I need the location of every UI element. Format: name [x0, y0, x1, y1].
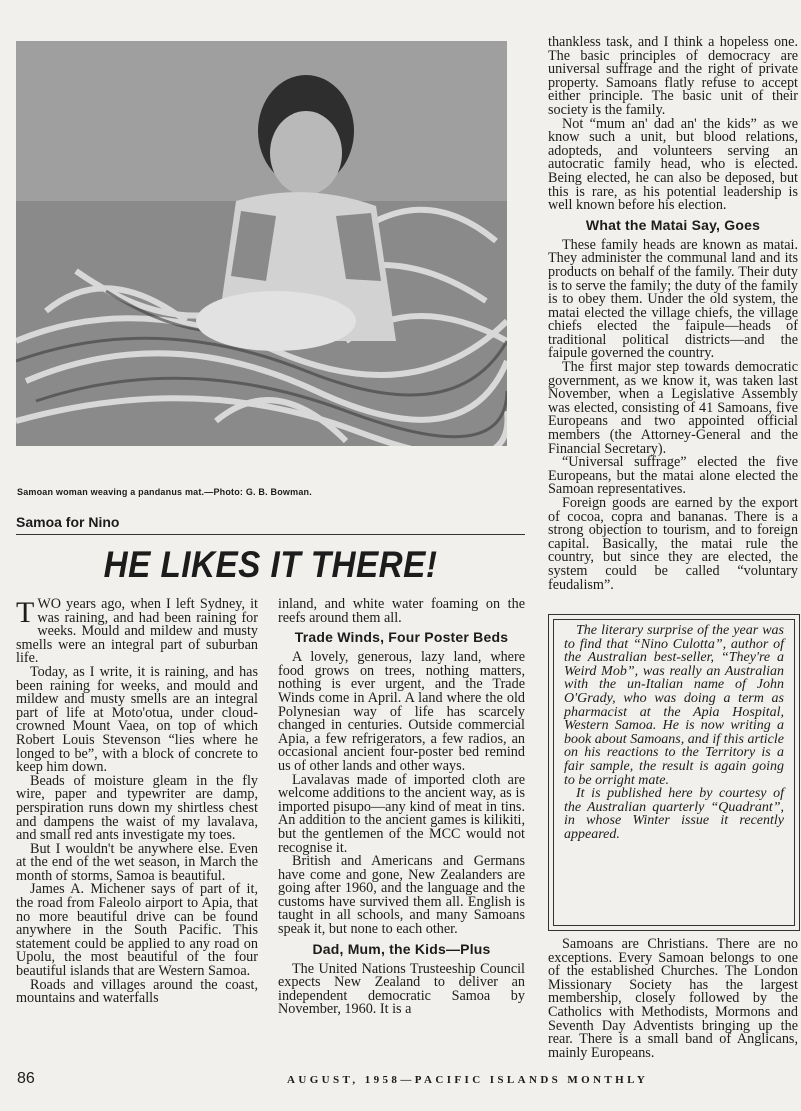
paragraph — [16, 598, 258, 666]
paragraph: James A. Michener says of part of it, the road from Faleolo airport to Apia, that no more beautiful drive can be found anywhere in the South Pacific. This statement could be applied to any road on Upolu, the most beautiful of the four beautiful islands that are Western Samoa. — [16, 881, 258, 980]
editor-note-box — [548, 614, 800, 931]
photo-woman-weaving — [16, 41, 507, 446]
article-column-2 — [278, 598, 525, 1017]
paragraph: But I wouldn't be anywhere else. Even at the end of the wet season, in March the month of storms, Samoa is beautiful. — [16, 840, 258, 884]
paragraph: These family heads are known as matai. They administer the communal land and its products on behalf of the family. Their duty is to serve the family; the duty of the family is to obey them. Under the old system, the matai elected the village chiefs, the village chiefs elected the faipule—heads of traditional political districts—and the faipule governed the country. — [548, 236, 798, 362]
paragraph: Lavalavas made of imported cloth are welcome additions to the ancient way, as is imported pisupo—any kind of meat in tins. An addition to the ancient games is kilikiti, but the gentlemen of the MCC would not recognise it. — [278, 771, 525, 856]
paragraph: Not “mum an' dad an' the kids” as we know such a unit, but blood relations, adopteds, and volunteers serving an autocratic family head, who is elected. Being elected, he can also be deposed, but this is rare, as his potential leadership is well known before his election. — [548, 115, 798, 214]
paragraph: British and Americans and Germans have come and gone, New Zealanders are going after 1960, and the language and the customs have survived them all. English is taught in all schools, and many Samoans speak it, but none to each other. — [278, 853, 525, 938]
paragraph: thankless task, and I think a hopeless one. The basic principles of democracy are universal suffrage and the right of private property. Samoans flatly refuse to accept either principle. The basic unit of their society is the family. — [548, 34, 798, 118]
page-number: 86 — [17, 1070, 35, 1087]
paragraph: Foreign goods are earned by the export of cocoa, copra and bananas. There is a strong objection to tourism, and to foreign capital. Basically, the matai rule the country, but since they are elected, the system could be called “voluntary feudalism”. — [548, 495, 798, 593]
paragraph: Today, as I write, it is raining, and has been raining for weeks, and mould and mildew and musty smells are an integral part of life at Moto'otua, under cloud-crowned Mount Vaea, on top of which Robert Louis Stevenson “lies where he longed to be”, with a block of concrete to keep him down. — [16, 663, 258, 776]
footer-publication-line: AUGUST, 1958—PACIFIC ISLANDS MONTHLY — [287, 1074, 649, 1086]
photo-illustration — [16, 41, 507, 446]
paragraph: inland, and white water foaming on the reefs around them all. — [278, 596, 525, 626]
paragraph: The United Nations Trusteeship Council expects New Zealand to deliver an independent democratic Samoa by November, 1960. It is a — [278, 960, 525, 1018]
paragraph: A lovely, generous, lazy land, where food grows on trees, nothing matters, nothing is ever urgent, and the Trade Winds come in April. A land where the old Polynesian way of life has scarcely changed in centuries. Outside commercial Apia, a few refrigerators, a few radios, an occasional ancient four-poster bed remind us of other lands and other ways. — [278, 649, 525, 774]
subheading: Trade Winds, Four Poster Beds — [294, 629, 509, 646]
subheading: What the Matai Say, Goes — [585, 216, 761, 233]
editor-note-inner — [553, 619, 795, 926]
paragraph: “Universal suffrage” elected the five Europeans, but the matai alone elected the Samoan representatives. — [548, 454, 798, 498]
section-kicker: Samoa for Nino — [16, 514, 120, 530]
paragraph: Samoans are Christians. There are no exceptions. Every Samoan belongs to one of the established Churches. The London Missionary Society has the largest membership, closely followed by the Catholics with Methodists, Mormons and Seventh Day Adventists bringing up the rear. There is a small band of Anglicans, mainly Europeans. — [548, 936, 798, 1061]
paragraph: The first major step towards democratic government, as we know it, was taken last November, when a Legislative Assembly was elected, consisting of 41 Samoans, five Europeans and two appointed official members (the Attorney-General and the Financial Secretary). — [548, 359, 798, 457]
photo-caption: Samoan woman weaving a pandanus mat.—Photo: G. B. Bowman. — [17, 487, 312, 497]
article-column-1 — [16, 598, 258, 1006]
paragraph-text: WO years ago, when I left Sydney, it was raining, and had been raining for weeks. Mould and mildew and musty smells were an integral part of suburban life. — [16, 596, 258, 667]
paragraph: Roads and villages around the coast, mountains and waterfalls — [16, 976, 258, 1007]
editor-note-paragraph: The literary surprise of the year was to find that “Nino Culotta”, author of the Australian best-seller, “They're a Weird Mob”, was really an Australian with the un-Italian name of John O'Grady, who was doing a term as pharmacist at the Apia Hospital, Western Samoa. He is now writing a book about Samoans, and if this article on his reactions to the Territory is a fair sample, the result is again going to be orright mate. — [564, 623, 784, 788]
article-column-3 — [548, 36, 798, 592]
article-headline: HE LIKES IT THERE! — [103, 544, 438, 585]
subheading: Dad, Mum, the Kids—Plus — [312, 940, 491, 957]
divider-rule — [16, 534, 525, 535]
drop-cap: T — [16, 596, 35, 629]
article-column-3-continued — [548, 938, 798, 1060]
page-footer — [0, 1070, 801, 1100]
paragraph: Beads of moisture gleam in the fly wire, paper and typewriter are damp, perspiration runs down my shirtless chest and dampens the waist of my lavalava, and small red ants investigate my toes. — [16, 772, 258, 844]
editor-note-paragraph: It is published here by courtesy of the Australian quarterly “Quadrant”, in whose Winter issue it recently appeared. — [564, 786, 784, 842]
